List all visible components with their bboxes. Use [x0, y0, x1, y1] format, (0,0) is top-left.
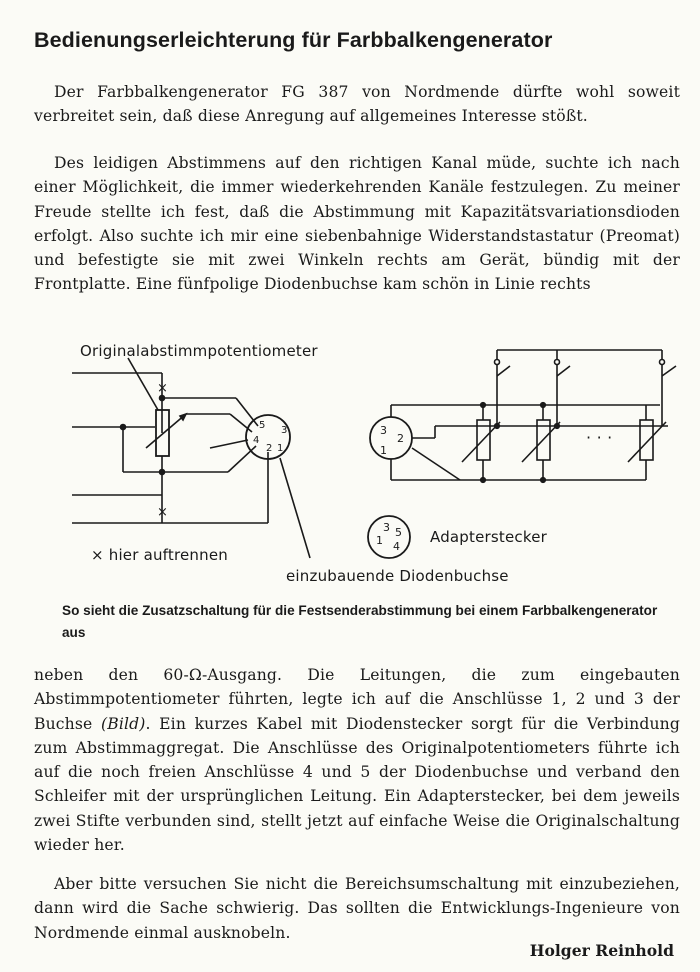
- diode-plug: [370, 417, 412, 459]
- adapter-pin-5: 5: [395, 526, 402, 539]
- label-potentiometer: Originalabstimmpotentiometer: [80, 342, 318, 360]
- leader-potentiometer: [128, 358, 158, 410]
- author-name: Holger Reinhold: [529, 941, 674, 960]
- paragraph-3: [34, 663, 680, 857]
- socket-pin-4: 4: [253, 435, 260, 446]
- label-cut-here: × hier auftrennen: [91, 546, 228, 564]
- svg-text:×: ×: [157, 505, 168, 520]
- paragraph-4-text: Aber bitte versuchen Sie nicht die Bereichsumschaltung mit einzubeziehen, dann wird die Sache schwierig. Das sollten die Entwicklungs-Ingenieure von Nordmende einmal ausknobeln.: [34, 875, 680, 942]
- paragraph-1-text: Der Farbbalkengenerator FG 387 von Nordmende dürfte wohl soweit verbreitet sein, daß diese Anregung auf allgemeines Interesse stößt.: [34, 83, 680, 126]
- paragraph-2-text: Des leidigen Abstimmens auf den richtigen Kanal müde, suchte ich nach einer Möglichkeit, die immer wiederkehrenden Kanäle festzulegen. Zu meiner Freude stellte ich fest, daß die Abstimmung mit Kapazitätsvariationsdioden erfolgt. Also suchte ich mir eine siebenbahnige Widerstandstastatur (Preomat) und befestigte sie mit zwei Winkeln rechts am Gerät, bündig mit der Frontplatte. Eine fünfpolige Diodenbuchse kam schön in Linie rechts: [34, 154, 680, 294]
- plug-pin-3: 3: [380, 424, 387, 437]
- switch-1: [497, 366, 510, 376]
- svg-text:×: ×: [157, 381, 168, 396]
- paragraph-3-text-a: neben den 60-Ω-Ausgang. Die Leitungen, die zum eingebauten Abstimmpotentiometer führten, legte ich auf die Anschlüsse 1, 2 und 3 der Buchse: [34, 666, 680, 733]
- plug-pin-2: 2: [397, 432, 404, 445]
- paragraph-3-text-b: . Ein kurzes Kabel mit Diodenstecker sorgt für die Verbindung zum Abstimmaggregat. Die Anschlüsse des Originalpotentiometers führte ich auf die noch freien Anschlüsse 4 und 5 der Diodenbuchse und verband den Schleifer mit der ursprünglichen Leitung. Ein Adapterstecker, bei dem jeweils zwei Stifte verbunden sind, stellt jetzt auf einfache Weise die Originalschaltung wieder her.: [34, 714, 680, 855]
- paragraph-2: [34, 151, 680, 297]
- socket-pin-5: 5: [259, 420, 266, 431]
- label-diode-socket: einzubauende Diodenbuchse: [286, 567, 509, 585]
- figure-reference: (Bild): [100, 714, 146, 733]
- label-dots: · · ·: [586, 428, 613, 447]
- potentiometer-arrow: [146, 414, 186, 448]
- circuit-figure: [0, 330, 700, 600]
- label-adapter: Adapterstecker: [430, 528, 548, 546]
- switch-2: [557, 366, 570, 376]
- adapter-pin-1: 1: [376, 534, 383, 547]
- leader-socket: [280, 458, 310, 558]
- paragraph-1: [34, 80, 680, 129]
- adapter-pin-3: 3: [383, 521, 390, 534]
- switch-n: [662, 366, 676, 376]
- paragraph-4: [34, 872, 680, 945]
- figure-caption: So sieht die Zusatzschaltung für die Festsenderabstimmung bei einem Farbbalkengenerator aus: [62, 603, 658, 640]
- socket-pin-2: 2: [266, 443, 273, 454]
- socket-pin-1: 1: [277, 443, 284, 454]
- socket-pin-3: 3: [281, 425, 288, 436]
- article-title: Bedienungserleichterung für Farbbalkengenerator: [34, 28, 553, 52]
- plug-pin-1: 1: [380, 444, 387, 457]
- adapter-pin-4: 4: [393, 540, 400, 553]
